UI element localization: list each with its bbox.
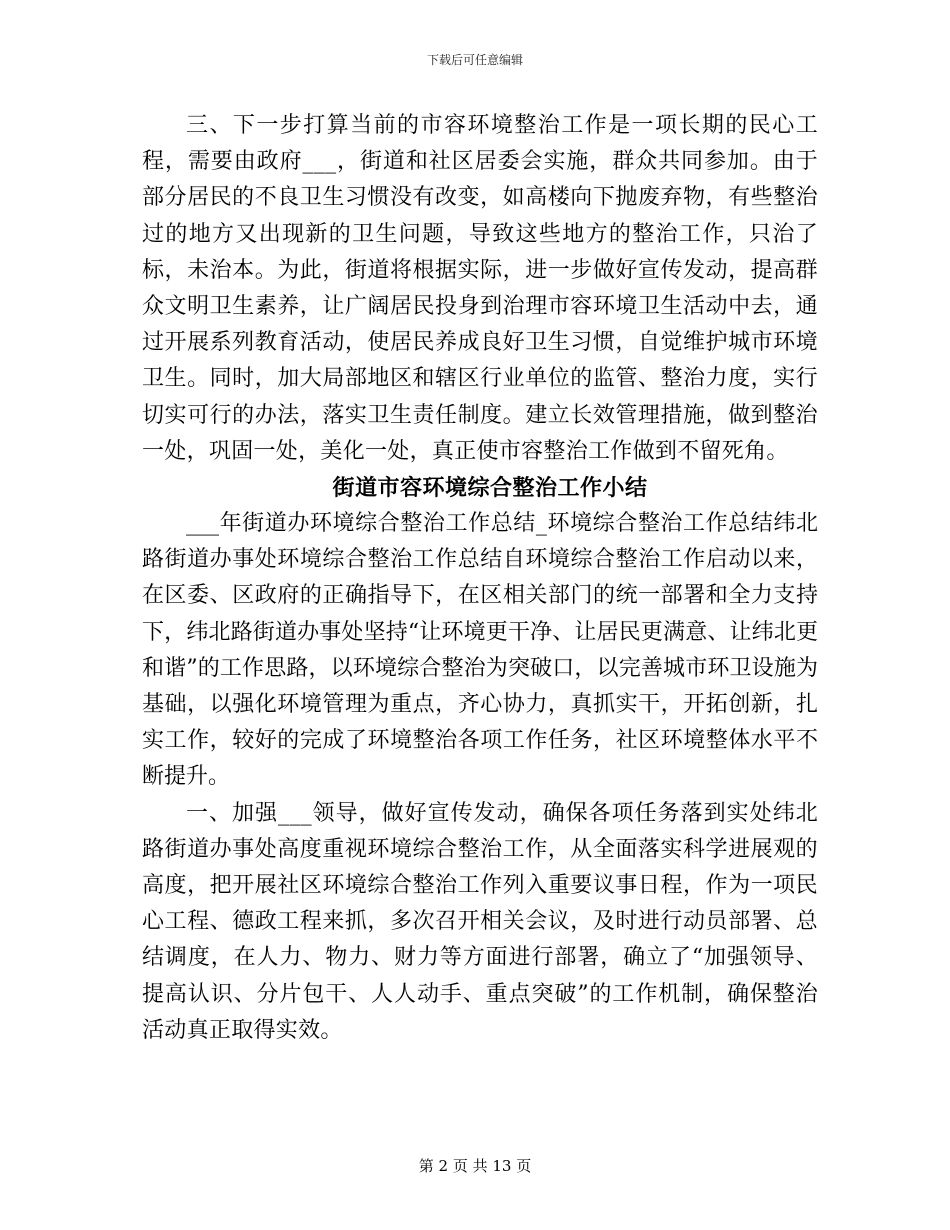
document-body [142, 108, 818, 1049]
header-note: 下载后可任意编辑 [426, 53, 523, 67]
section-title: 街道市容环境综合整治工作小结 [332, 475, 648, 502]
paragraph-next-steps: 三、下一步打算当前的市容环境整治工作是一项长期的民心工程，需要由政府___，街道和社区居委会实施，群众共同参加。由于部分居民的不良卫生习惯没有改变，如高楼向下抛废弃物，有些整治过的地方又出现新的卫生问题，导致这些地方的整治工作，只治了标，未治本。为此，街道将根据实际，进一步做好宣传发动，提高群众文明卫生素养，让广阔居民投身到治理市容环境卫生活动中去，通过开展系列教育活动，使居民养成良好卫生习惯，自觉维护城市环境卫生。同时，加大局部地区和辖区行业单位的监管、整治力度，实行切实可行的办法，落实卫生责任制度。建立长效管理措施，做到整治一处，巩固一处，美化一处，真正使市容整治工作做到不留死角。 [142, 113, 818, 464]
page-indicator: 第 2 页 共 13 页 [418, 1157, 532, 1175]
paragraph-intro: ___年街道办环境综合整治工作总结_环境综合整治工作总结纬北路街道办事处环境综合整治工作总结自环境综合整治工作启动以来，在区委、区政府的正确指导下，在区相关部门的统一部署和全力支持下，纬北路街道办事处坚持“让环境更干净、让居民更满意、让纬北更和谐”的工作思路，以环境综合整治为突破口，以完善城市环卫设施为基础，以强化环境管理为重点，齐心协力，真抓实干，开拓创新，扎实工作，较好的完成了环境整治各项工作任务，社区环境整体水平不断提升。 [142, 511, 818, 790]
paragraph-leadership: 一、加强___领导，做好宣传发动，确保各项任务落到实处纬北路街道办事处高度重视环境综合整治工作，从全面落实科学进展观的高度，把开展社区环境综合整治工作列入重要议事日程，作为一项民心工程、德政工程来抓，多次召开相关会议，及时进行动员部署、总结调度，在人力、物力、财力等方面进行部署，确立了“加强领导、提高认识、分片包干、人人动手、重点突破”的工作机制，确保整治活动真正取得实效。 [142, 800, 818, 1043]
